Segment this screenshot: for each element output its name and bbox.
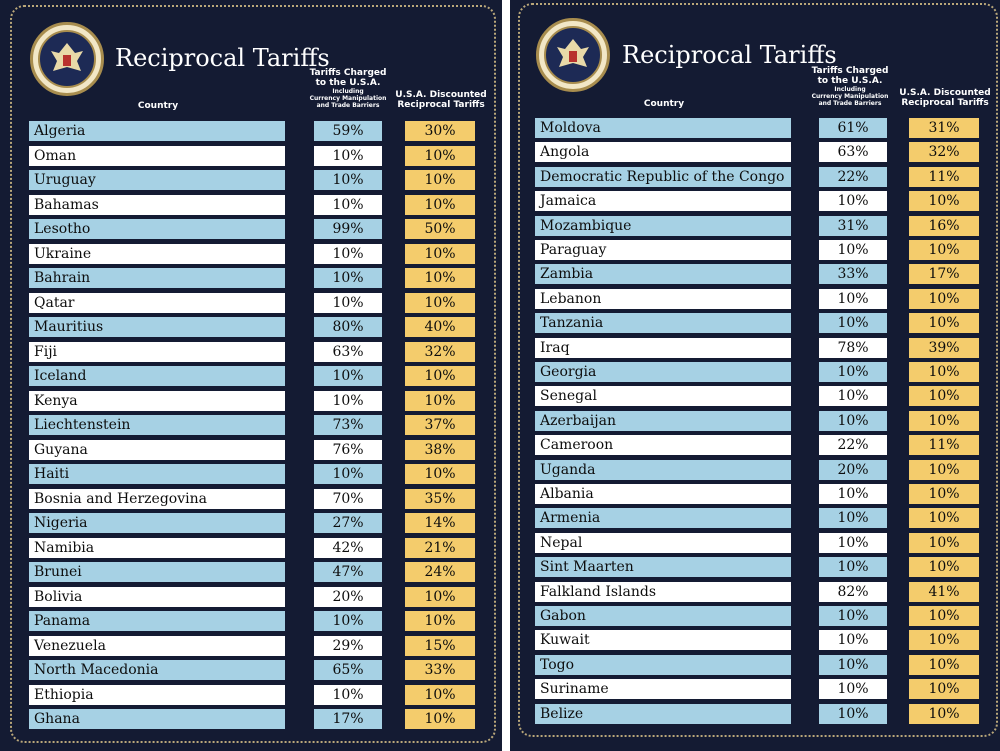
charged-cell: 10% <box>819 191 887 211</box>
country-cell: Zambia <box>535 264 791 284</box>
discounted-cell: 10% <box>909 386 979 406</box>
table-row <box>0 219 500 239</box>
table-row <box>0 464 500 484</box>
country-cell: Tanzania <box>535 313 791 333</box>
table-row <box>0 513 500 533</box>
charged-cell: 10% <box>819 240 887 260</box>
country-cell: Uruguay <box>29 170 285 190</box>
discounted-cell: 10% <box>405 709 475 729</box>
header-discounted: U.S.A. Discounted Reciprocal Tariffs <box>395 90 487 110</box>
country-cell: Uganda <box>535 460 791 480</box>
country-cell: Mozambique <box>535 216 791 236</box>
discounted-cell: 37% <box>405 415 475 435</box>
country-cell: Fiji <box>29 342 285 362</box>
table-row <box>510 313 1000 333</box>
country-cell: Belize <box>535 704 791 724</box>
charged-cell: 65% <box>314 660 382 680</box>
discounted-cell: 10% <box>405 366 475 386</box>
charged-cell: 10% <box>819 508 887 528</box>
table-row <box>0 440 500 460</box>
country-cell: Falkland Islands <box>535 582 791 602</box>
discounted-cell: 10% <box>909 484 979 504</box>
charged-cell: 63% <box>819 142 887 162</box>
table-row <box>0 538 500 558</box>
discounted-cell: 11% <box>909 167 979 187</box>
charged-cell: 31% <box>819 216 887 236</box>
discounted-cell: 10% <box>405 685 475 705</box>
discounted-cell: 21% <box>405 538 475 558</box>
charged-cell: 10% <box>314 268 382 288</box>
country-cell: Haiti <box>29 464 285 484</box>
table-row <box>0 244 500 264</box>
table-row <box>0 391 500 411</box>
charged-cell: 42% <box>314 538 382 558</box>
charged-cell: 10% <box>819 679 887 699</box>
table-row <box>0 636 500 656</box>
header-charged: Tariffs Charged to the U.S.A. Including Currency Manipulation and Trade Barriers <box>309 68 387 109</box>
charged-cell: 22% <box>819 435 887 455</box>
country-cell: Ghana <box>29 709 285 729</box>
header-discounted: U.S.A. Discounted Reciprocal Tariffs <box>899 88 991 108</box>
discounted-cell: 10% <box>909 655 979 675</box>
discounted-cell: 10% <box>909 508 979 528</box>
country-cell: Paraguay <box>535 240 791 260</box>
charged-cell: 10% <box>819 362 887 382</box>
discounted-cell: 10% <box>405 391 475 411</box>
country-cell: Democratic Republic of the Congo <box>535 167 791 187</box>
charged-cell: 80% <box>314 317 382 337</box>
country-cell: Oman <box>29 146 285 166</box>
discounted-cell: 17% <box>909 264 979 284</box>
charged-cell: 99% <box>314 219 382 239</box>
discounted-cell: 10% <box>405 268 475 288</box>
charged-cell: 10% <box>819 484 887 504</box>
table-row <box>510 460 1000 480</box>
table-row <box>510 338 1000 358</box>
table-row <box>0 342 500 362</box>
discounted-cell: 10% <box>405 195 475 215</box>
header-charged: Tariffs Charged to the U.S.A. Including Currency Manipulation and Trade Barriers <box>811 66 889 107</box>
table-row <box>510 704 1000 724</box>
charged-cell: 59% <box>314 121 382 141</box>
country-cell: Angola <box>535 142 791 162</box>
charged-cell: 10% <box>819 533 887 553</box>
discounted-cell: 31% <box>909 118 979 138</box>
discounted-cell: 33% <box>405 660 475 680</box>
table-row <box>510 191 1000 211</box>
country-cell: North Macedonia <box>29 660 285 680</box>
table-row <box>510 411 1000 431</box>
table-row <box>510 289 1000 309</box>
country-cell: Cameroon <box>535 435 791 455</box>
table-row <box>0 562 500 582</box>
charged-cell: 17% <box>314 709 382 729</box>
discounted-cell: 30% <box>405 121 475 141</box>
charged-cell: 20% <box>314 587 382 607</box>
table-row <box>0 293 500 313</box>
country-cell: Guyana <box>29 440 285 460</box>
page-title: Reciprocal Tariffs <box>622 41 837 69</box>
page-title: Reciprocal Tariffs <box>115 44 330 72</box>
discounted-cell: 10% <box>909 557 979 577</box>
discounted-cell: 10% <box>909 191 979 211</box>
discounted-cell: 10% <box>909 313 979 333</box>
discounted-cell: 10% <box>909 411 979 431</box>
country-cell: Bahamas <box>29 195 285 215</box>
table-row <box>0 685 500 705</box>
charged-cell: 10% <box>819 386 887 406</box>
charged-cell: 33% <box>819 264 887 284</box>
discounted-cell: 10% <box>405 293 475 313</box>
discounted-cell: 10% <box>909 704 979 724</box>
table-row <box>0 170 500 190</box>
country-cell: Senegal <box>535 386 791 406</box>
presidential-seal-icon <box>30 22 104 96</box>
country-cell: Kuwait <box>535 630 791 650</box>
charged-cell: 20% <box>819 460 887 480</box>
country-cell: Togo <box>535 655 791 675</box>
table-row <box>510 679 1000 699</box>
country-cell: Ukraine <box>29 244 285 264</box>
discounted-cell: 10% <box>909 289 979 309</box>
discounted-cell: 10% <box>909 679 979 699</box>
discounted-cell: 10% <box>405 170 475 190</box>
charged-cell: 73% <box>314 415 382 435</box>
discounted-cell: 10% <box>909 240 979 260</box>
charged-cell: 10% <box>819 630 887 650</box>
charged-cell: 10% <box>819 313 887 333</box>
country-cell: Ethiopia <box>29 685 285 705</box>
country-cell: Moldova <box>535 118 791 138</box>
charged-cell: 76% <box>314 440 382 460</box>
table-row <box>0 660 500 680</box>
country-cell: Qatar <box>29 293 285 313</box>
charged-cell: 10% <box>314 293 382 313</box>
table-row <box>510 630 1000 650</box>
country-cell: Georgia <box>535 362 791 382</box>
country-cell: Brunei <box>29 562 285 582</box>
country-cell: Iceland <box>29 366 285 386</box>
discounted-cell: 32% <box>909 142 979 162</box>
table-row <box>0 121 500 141</box>
table-row <box>510 508 1000 528</box>
charged-cell: 10% <box>819 289 887 309</box>
discounted-cell: 38% <box>405 440 475 460</box>
charged-cell: 82% <box>819 582 887 602</box>
discounted-cell: 16% <box>909 216 979 236</box>
discounted-cell: 10% <box>909 533 979 553</box>
right-panel <box>510 0 1000 751</box>
discounted-cell: 32% <box>405 342 475 362</box>
country-cell: Sint Maarten <box>535 557 791 577</box>
charged-cell: 10% <box>314 685 382 705</box>
charged-cell: 10% <box>314 464 382 484</box>
country-cell: Bolivia <box>29 587 285 607</box>
charged-cell: 10% <box>314 244 382 264</box>
discounted-cell: 35% <box>405 489 475 509</box>
country-cell: Liechtenstein <box>29 415 285 435</box>
discounted-cell: 10% <box>405 587 475 607</box>
table-row <box>510 386 1000 406</box>
table-row <box>510 216 1000 236</box>
country-cell: Venezuela <box>29 636 285 656</box>
discounted-cell: 10% <box>909 606 979 626</box>
country-cell: Iraq <box>535 338 791 358</box>
presidential-seal-icon <box>536 18 610 92</box>
discounted-cell: 24% <box>405 562 475 582</box>
country-cell: Nepal <box>535 533 791 553</box>
table-row <box>510 142 1000 162</box>
table-row <box>510 557 1000 577</box>
discounted-cell: 50% <box>405 219 475 239</box>
table-row <box>0 587 500 607</box>
header-country: Country <box>643 99 685 109</box>
table-row <box>0 611 500 631</box>
charged-cell: 10% <box>314 366 382 386</box>
table-row <box>510 362 1000 382</box>
charged-cell: 63% <box>314 342 382 362</box>
table-row <box>0 195 500 215</box>
table-row <box>0 317 500 337</box>
table-row <box>0 146 500 166</box>
table-row <box>510 484 1000 504</box>
discounted-cell: 15% <box>405 636 475 656</box>
discounted-cell: 10% <box>909 630 979 650</box>
charged-cell: 10% <box>819 411 887 431</box>
table-row <box>510 240 1000 260</box>
table-row <box>510 264 1000 284</box>
discounted-cell: 11% <box>909 435 979 455</box>
table-row <box>510 118 1000 138</box>
country-cell: Kenya <box>29 391 285 411</box>
country-cell: Nigeria <box>29 513 285 533</box>
country-cell: Azerbaijan <box>535 411 791 431</box>
country-cell: Gabon <box>535 606 791 626</box>
discounted-cell: 41% <box>909 582 979 602</box>
country-cell: Lesotho <box>29 219 285 239</box>
country-cell: Namibia <box>29 538 285 558</box>
discounted-cell: 10% <box>909 460 979 480</box>
charged-cell: 10% <box>819 655 887 675</box>
table-row <box>510 435 1000 455</box>
country-cell: Albania <box>535 484 791 504</box>
charged-cell: 10% <box>314 611 382 631</box>
table-row <box>510 167 1000 187</box>
charged-cell: 10% <box>819 557 887 577</box>
table-row <box>510 606 1000 626</box>
country-cell: Bosnia and Herzegovina <box>29 489 285 509</box>
country-cell: Armenia <box>535 508 791 528</box>
table-row <box>0 415 500 435</box>
table-row <box>0 489 500 509</box>
table-row <box>0 366 500 386</box>
country-cell: Lebanon <box>535 289 791 309</box>
charged-cell: 10% <box>819 606 887 626</box>
discounted-cell: 14% <box>405 513 475 533</box>
table-row <box>510 582 1000 602</box>
country-cell: Algeria <box>29 121 285 141</box>
table-row <box>0 709 500 729</box>
discounted-cell: 10% <box>405 464 475 484</box>
charged-cell: 29% <box>314 636 382 656</box>
charged-cell: 10% <box>314 146 382 166</box>
table-row <box>510 655 1000 675</box>
charged-cell: 10% <box>314 391 382 411</box>
discounted-cell: 40% <box>405 317 475 337</box>
charged-cell: 10% <box>314 170 382 190</box>
country-cell: Mauritius <box>29 317 285 337</box>
discounted-cell: 10% <box>405 244 475 264</box>
table-row <box>510 533 1000 553</box>
charged-cell: 10% <box>314 195 382 215</box>
charged-cell: 27% <box>314 513 382 533</box>
discounted-cell: 10% <box>909 362 979 382</box>
discounted-cell: 39% <box>909 338 979 358</box>
table-row <box>0 268 500 288</box>
charged-cell: 61% <box>819 118 887 138</box>
country-cell: Suriname <box>535 679 791 699</box>
charged-cell: 70% <box>314 489 382 509</box>
charged-cell: 22% <box>819 167 887 187</box>
header-country: Country <box>137 101 179 111</box>
country-cell: Jamaica <box>535 191 791 211</box>
discounted-cell: 10% <box>405 146 475 166</box>
discounted-cell: 10% <box>405 611 475 631</box>
charged-cell: 78% <box>819 338 887 358</box>
country-cell: Panama <box>29 611 285 631</box>
country-cell: Bahrain <box>29 268 285 288</box>
charged-cell: 47% <box>314 562 382 582</box>
charged-cell: 10% <box>819 704 887 724</box>
